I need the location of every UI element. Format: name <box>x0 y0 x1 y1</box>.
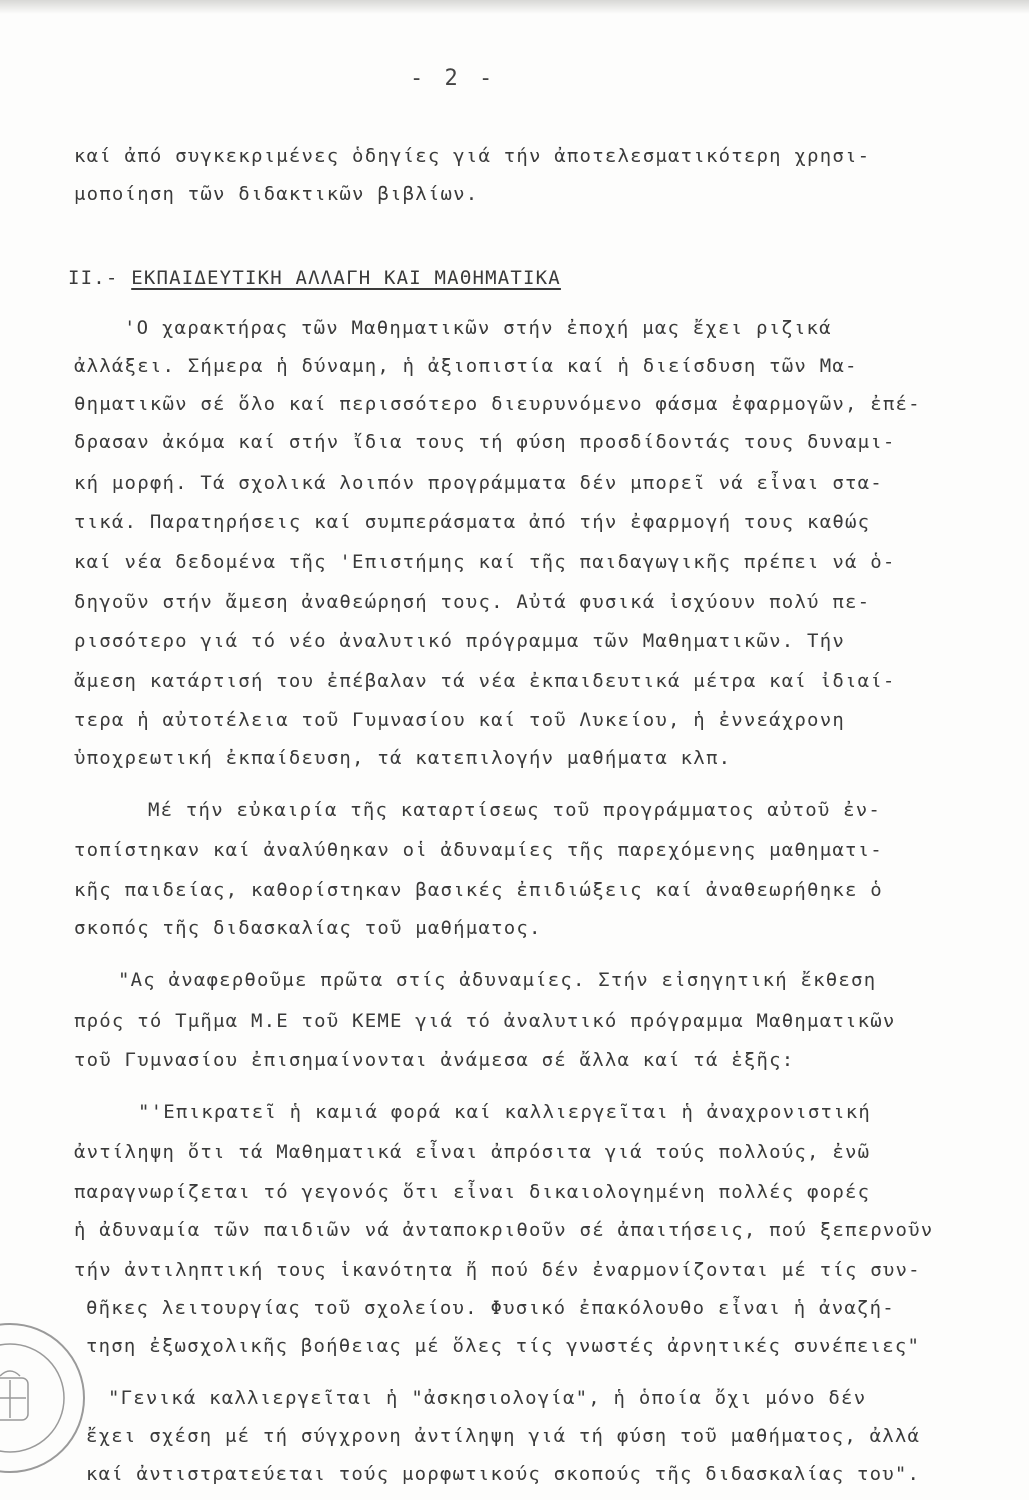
paragraph-line: κή μορφή. Τά σχολικά λοιπόν προγράμματα δέν μπορεῖ νά εἶναι στα- <box>74 472 883 494</box>
paragraph-line: δρασαν ἀκόμα καί στήν ἴδια τους τή φύση προσδίδοντάς τους δυναμι- <box>74 431 896 453</box>
paragraph-line: κῆς παιδείας, καθορίστηκαν βασικές ἐπιδιώξεις καί ἀναθεωρήθηκε ὁ <box>74 879 883 901</box>
quote-line: τηση ἐξωσχολικῆς βοήθειας μέ ὅλες τίς γνωστές ἀρνητικές συνέπειες" <box>86 1335 921 1357</box>
intro-line: καί ἀπό συγκεκριμένες ὁδηγίες γιά τήν ἀποτελεσματικότερη χρησι- <box>74 145 871 167</box>
paragraph-line: τοῦ Γυμνασίου ἐπισημαίνονται ἀνάμεσα σέ ἄλλα καί τά ἑξῆς: <box>74 1049 795 1071</box>
intro-line: μοποίηση τῶν διδακτικῶν βιβλίων. <box>74 183 479 205</box>
page-number: - 2 - <box>410 66 497 91</box>
paragraph-line: καί νέα δεδομένα τῆς 'Επιστήμης καί τῆς παιδαγωγικῆς πρέπει νά ὁ- <box>74 551 896 573</box>
section-number: ΙΙ.- <box>68 267 119 289</box>
quote-line: "Γενικά καλλιεργεῖται ἡ "ἀσκησιολογία", ἡ ὁποία ὄχι μόνο δέν <box>108 1387 867 1409</box>
paragraph-line: σκοπός τῆς διδασκαλίας τοῦ μαθήματος. <box>74 917 542 939</box>
paragraph-line: τικά. Παρατηρήσεις καί συμπεράσματα ἀπό τήν ἐφαρμογή τους καθώς <box>74 511 871 533</box>
quote-line: τήν ἀντιληπτική τους ἱκανότητα ἤ πού δέν ἐναρμονίζονται μέ τίς συν- <box>74 1259 921 1281</box>
quote-line: ἡ ἀδυναμία τῶν παιδιῶν νά ἀνταποκριθοῦν σέ ἀπαιτήσεις, πού ξεπερνοῦν <box>74 1219 934 1241</box>
paragraph-line: τερα ἡ αὐτοτέλεια τοῦ Γυμνασίου καί τοῦ Λυκείου, ἡ ἐννεάχρονη <box>74 709 845 731</box>
paragraph-line: τοπίστηκαν καί ἀναλύθηκαν οἱ ἀδυναμίες τῆς παρεχόμενης μαθηματι- <box>74 839 883 861</box>
quote-line: παραγνωρίζεται τό γεγονός ὅτι εἶναι δικαιολογημένη πολλές φορές <box>74 1181 871 1203</box>
paragraph-line: ρισσότερο γιά τό νέο ἀναλυτικό πρόγραμμα τῶν Μαθηματικῶν. Τήν <box>74 630 845 652</box>
section-title: ΕΚΠΑΙΔΕΥΤΙΚΗ ΑΛΛΑΓΗ ΚΑΙ ΜΑΘΗΜΑΤΙΚΑ <box>131 267 561 289</box>
quote-line: "'Επικρατεῖ ἡ καμιά φορά καί καλλιεργεῖται ἡ ἀναχρονιστική <box>138 1101 872 1123</box>
paragraph-line: θηματικῶν σέ ὅλο καί περισσότερο διευρυνόμενο φάσμα ἐφαρμογῶν, ἐπέ- <box>74 393 921 415</box>
paragraph-line: ἀλλάξει. Σήμερα ἡ δύναμη, ἡ ἀξιοπιστία καί ἡ διείσδυση τῶν Μα- <box>74 355 858 377</box>
paragraph-line: 'Ο χαρακτήρας τῶν Μαθηματικῶν στήν ἐποχή μας ἔχει ριζικά <box>124 317 832 339</box>
section-heading <box>68 266 561 290</box>
paragraph-line: δηγοῦν στήν ἄμεση ἀναθεώρησή τους. Αὐτά φυσικά ἰσχύουν πολύ πε- <box>74 591 871 613</box>
paragraph-line: πρός τό Τμῆμα Μ.Ε τοῦ ΚΕΜΕ γιά τό ἀναλυτικό πρόγραμμα Μαθηματικῶν <box>74 1010 896 1032</box>
stamp-seal-icon <box>0 1318 90 1478</box>
paragraph-line: ὑποχρεωτική ἐκπαίδευση, τά κατεπιλογήν μαθήματα κλπ. <box>74 747 732 769</box>
quote-line: καί ἀντιστρατεύεται τούς μορφωτικούς σκοπούς τῆς διδασκαλίας του". <box>86 1463 921 1485</box>
quote-line: ἀντίληψη ὅτι τά Μαθηματικά εἶναι ἀπρόσιτα γιά τούς πολλούς, ἐνῶ <box>74 1141 871 1163</box>
paragraph-line: "Ας ἀναφερθοῦμε πρῶτα στίς ἀδυναμίες. Στήν εἰσηγητική ἔκθεση <box>118 969 877 991</box>
quote-line: θῆκες λειτουργίας τοῦ σχολείου. Φυσικό ἐπακόλουθο εἶναι ἡ ἀναζή- <box>86 1297 895 1319</box>
paragraph-line: Μέ τήν εὐκαιρία τῆς καταρτίσεως τοῦ προγράμματος αὐτοῦ ἐν- <box>148 799 882 821</box>
quote-line: ἔχει σχέση μέ τή σύγχρονη ἀντίληψη γιά τή φύση τοῦ μαθήματος, ἀλλά <box>86 1425 921 1447</box>
scan-edge-shadow <box>0 0 1029 14</box>
paragraph-line: ἄμεση κατάρτισή του ἐπέβαλαν τά νέα ἐκπαιδευτικά μέτρα καί ἰδιαί- <box>74 670 896 692</box>
